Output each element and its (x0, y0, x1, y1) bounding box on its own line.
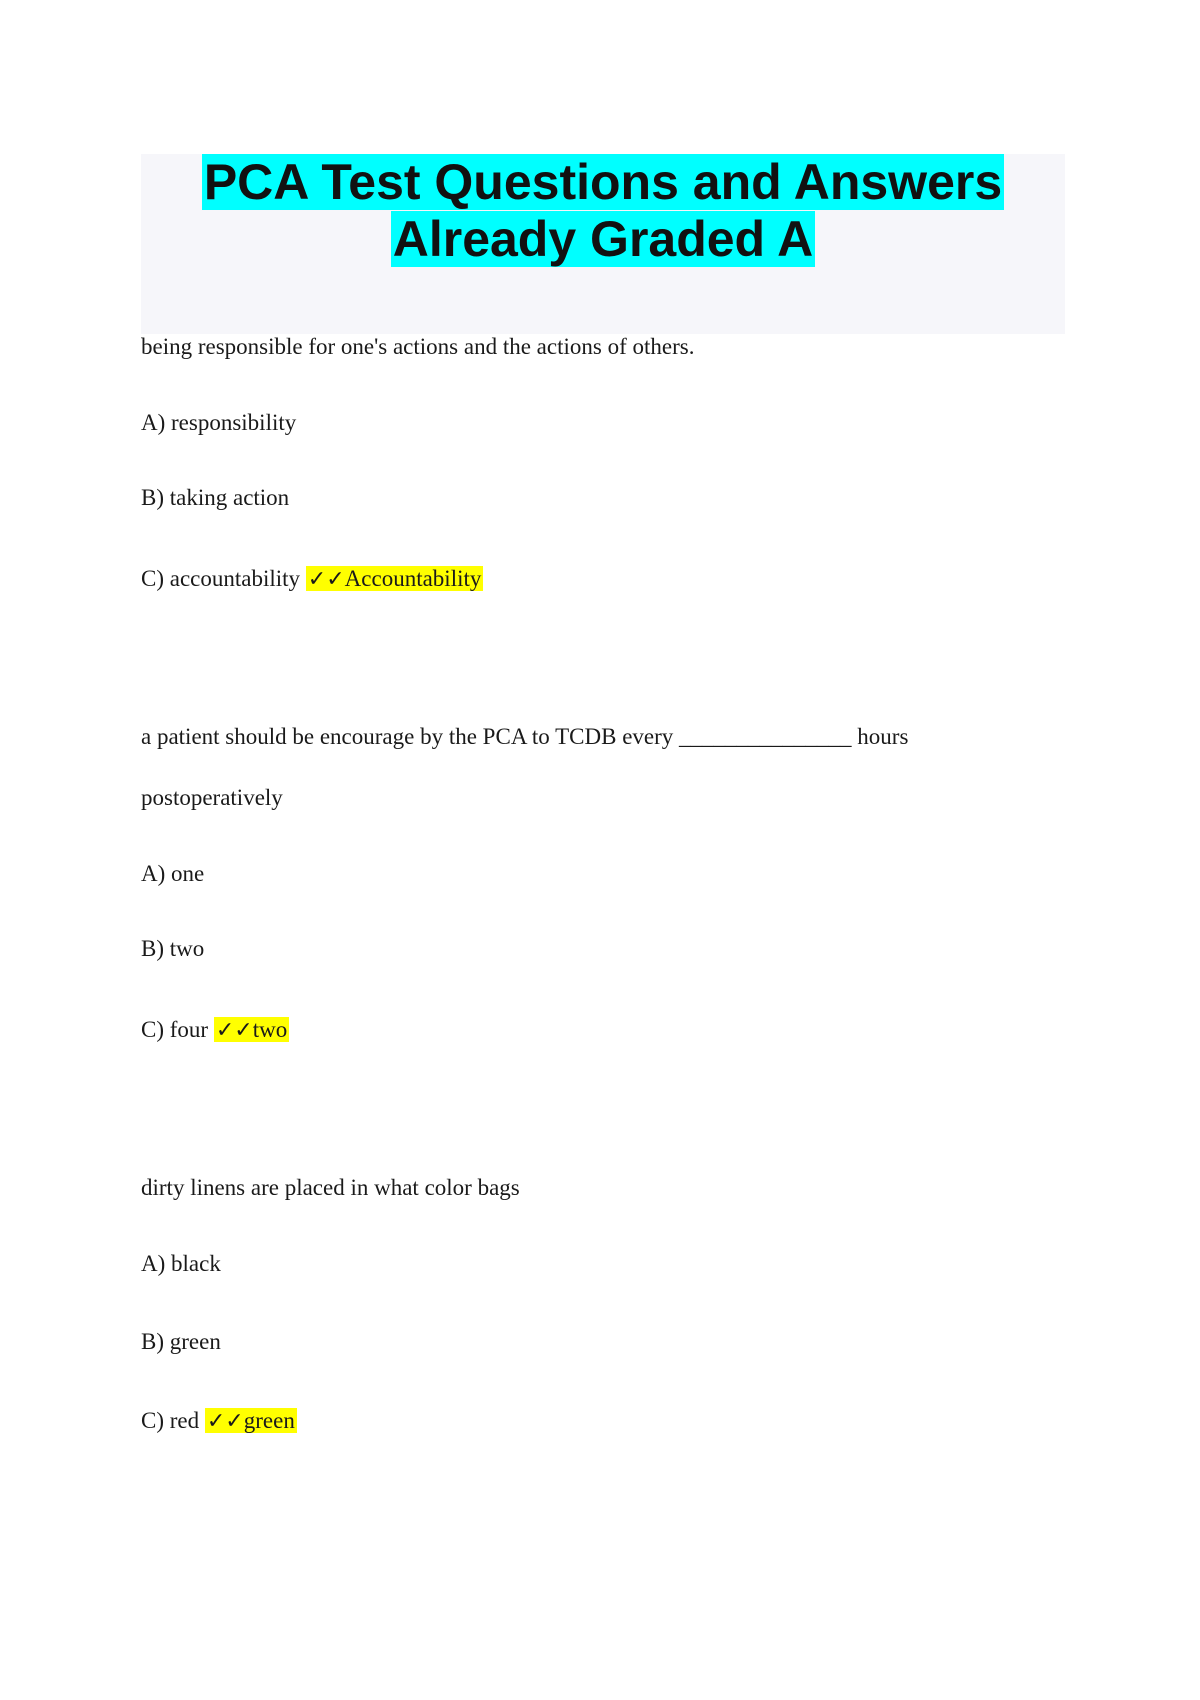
question-3-answer (205, 1408, 297, 1433)
title-line-1: PCA Test Questions and Answers (203, 154, 1003, 210)
question-1-option-c: C) accountability (141, 566, 301, 591)
double-check-icon: ✓✓ (307, 567, 345, 592)
question-1-option-c-row (141, 564, 483, 595)
title-line-2: Already Graded A (392, 211, 814, 267)
question-1-option-b: B) taking action (141, 485, 290, 510)
question-1-prompt: being responsible for one's actions and the actions of others. (141, 334, 695, 359)
question-3-option-c: C) red (141, 1408, 200, 1433)
question-1-option-a: A) responsibility (141, 410, 297, 435)
question-3-prompt: dirty linens are placed in what color bags (141, 1175, 520, 1200)
question-2-option-b: B) two (141, 936, 205, 961)
document-title (141, 154, 1065, 268)
question-3-option-b: B) green (141, 1329, 221, 1354)
question-2-option-a: A) one (141, 861, 205, 886)
double-check-icon: ✓✓ (215, 1018, 253, 1043)
question-1-answer (306, 566, 484, 591)
question-2-option-c-row (141, 1015, 289, 1046)
question-2-prompt-line-2: postoperatively (141, 785, 283, 810)
question-2-answer-text: two (252, 1017, 288, 1042)
question-3-option-a: A) black (141, 1251, 221, 1276)
question-3-answer-text: green (243, 1408, 295, 1433)
question-3-option-c-row (141, 1406, 297, 1437)
question-2-option-c: C) four (141, 1017, 209, 1042)
question-2-prompt-line-1: a patient should be encourage by the PCA to TCDB every _______________ hours (141, 724, 909, 749)
question-2-answer (214, 1017, 289, 1042)
question-1-answer-text: Accountability (344, 566, 482, 591)
double-check-icon: ✓✓ (206, 1409, 244, 1434)
